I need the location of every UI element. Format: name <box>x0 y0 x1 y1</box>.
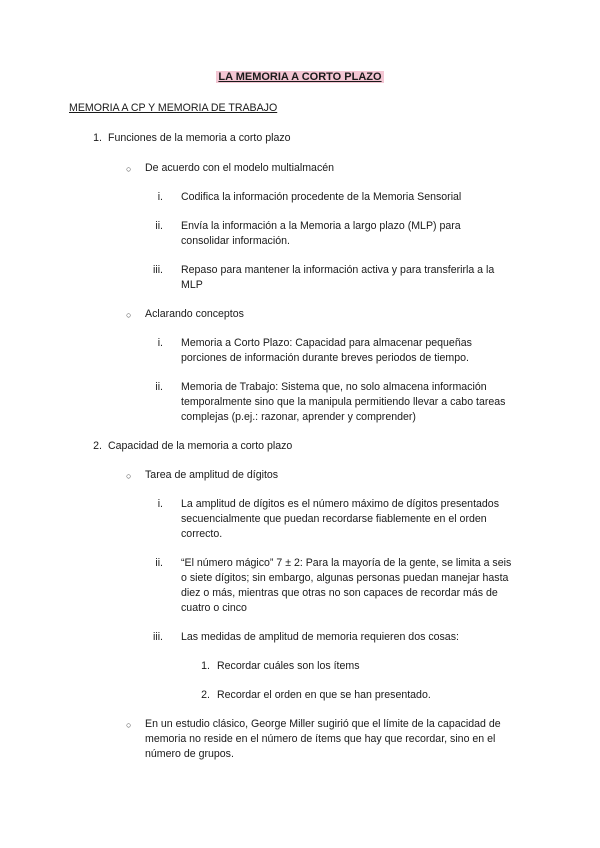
item-line: Envía la información a la Memoria a largo plazo (MLP) para <box>181 220 461 232</box>
section-heading: Funciones de la memoria a corto plazo <box>108 132 291 144</box>
item-marker: i. <box>157 337 163 349</box>
item-marker: i. <box>157 191 163 203</box>
subitem-marker: 1. <box>201 660 210 672</box>
bullet-icon: ○ <box>126 471 132 481</box>
item-marker: iii. <box>152 631 163 643</box>
bullet-line: En un estudio clásico, George Miller sugirió que el límite de la capacidad de <box>145 718 501 730</box>
subitem-text: Recordar el orden en que se han presentado. <box>217 689 431 701</box>
item-marker: ii. <box>155 557 163 569</box>
item-marker: ii. <box>155 220 163 232</box>
bullet-line: número de grupos. <box>145 748 234 760</box>
item-line: Las medidas de amplitud de memoria requieren dos cosas: <box>181 631 459 643</box>
bullet-text: De acuerdo con el modelo multialmacén <box>145 162 335 174</box>
item-marker: ii. <box>155 381 163 393</box>
item-marker: iii. <box>152 264 163 276</box>
section-number: 2. <box>93 440 102 452</box>
item-line: cuatro o cinco <box>181 602 247 614</box>
item-line: Memoria a Corto Plazo: Capacidad para almacenar pequeñas <box>181 337 472 349</box>
bullet-line: memoria no reside en el número de ítems que hay que recordar, sino en el <box>145 733 496 745</box>
item-line: Memoria de Trabajo: Sistema que, no solo almacena información <box>181 381 487 393</box>
subitem-text: Recordar cuáles son los ítems <box>217 660 360 672</box>
item-line: secuencialmente que puedan recordarse fiablemente en el orden <box>181 513 487 525</box>
bullet-icon: ○ <box>126 310 132 320</box>
subitem-marker: 2. <box>201 689 210 701</box>
item-line: “El número mágico” 7 ± 2: Para la mayoría de la gente, se limita a seis <box>181 557 512 569</box>
page-title: LA MEMORIA A CORTO PLAZO <box>218 71 382 83</box>
item-line: correcto. <box>181 528 223 540</box>
item-line: complejas (p.ej.: razonar, aprender y comprender) <box>181 411 416 423</box>
section-subtitle: MEMORIA A CP Y MEMORIA DE TRABAJO <box>69 102 278 114</box>
bullet-text: Aclarando conceptos <box>145 308 244 320</box>
item-line: porciones de información durante breves periodos de tiempo. <box>181 352 469 364</box>
item-line: La amplitud de dígitos es el número máximo de dígitos presentados <box>181 498 499 510</box>
bullet-icon: ○ <box>126 720 132 730</box>
item-line: temporalmente sino que la manipula permitiendo llevar a cabo tareas <box>181 396 506 408</box>
item-line: o siete dígitos; sin embargo, algunas personas puedan manejar hasta <box>181 572 509 584</box>
section-number: 1. <box>93 132 102 144</box>
item-line: Repaso para mantener la información activa y para transferirla a la <box>181 264 495 276</box>
section-heading: Capacidad de la memoria a corto plazo <box>108 440 293 452</box>
item-line: MLP <box>181 279 203 291</box>
item-line: diez o más, mientras que otras no son capaces de recordar más de <box>181 587 498 599</box>
bullet-text: Tarea de amplitud de dígitos <box>145 469 279 481</box>
item-marker: i. <box>157 498 163 510</box>
item-line: Codifica la información procedente de la Memoria Sensorial <box>181 191 462 203</box>
item-line: consolidar información. <box>181 235 290 247</box>
bullet-icon: ○ <box>126 164 132 174</box>
